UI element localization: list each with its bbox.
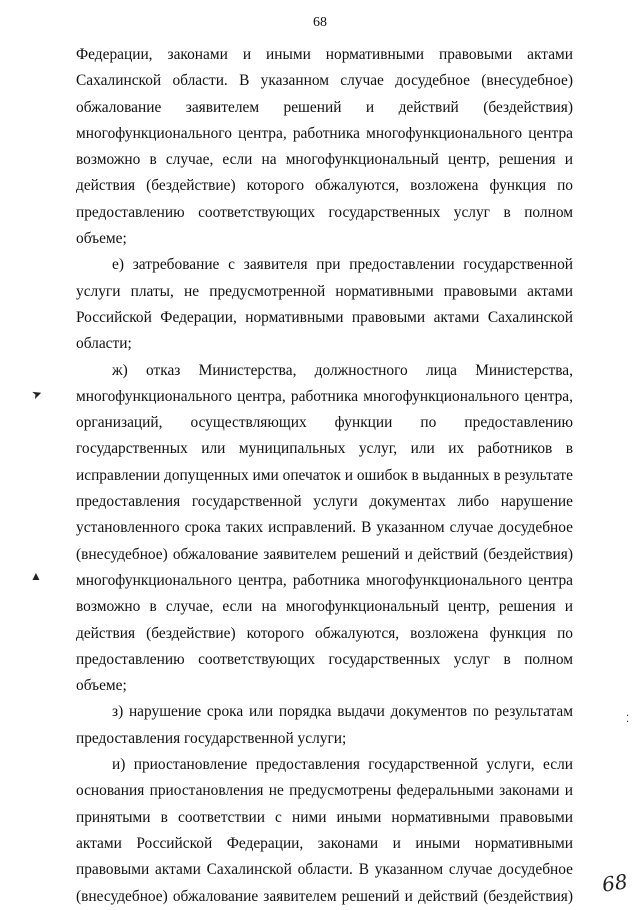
page-number: 68 <box>313 15 327 30</box>
document-body <box>76 42 573 910</box>
paragraph-continuation: Федерации, законами и иными нормативными правовыми актами Сахалинской области. В указанном случае досудебное (внесудебное) обжалование заявителем решений и действий (бездействия) многофункционального центра, работника многофункционального центра возможно в случае, если на многофункциональный центр, решения и действия (бездействие) которого обжалуются, возложена функция по предоставлению соответствующих государственных услуг в полном объеме; <box>76 46 573 248</box>
margin-mark-icon: ➤ <box>29 385 45 403</box>
paragraph-item-z: з) нарушение срока или порядка выдачи документов по результатам предоставления государственной услуги; <box>76 703 573 747</box>
paragraph-item-e: е) затребование с заявителя при предоставлении государственной услуги платы, не предусмотренной нормативными правовыми актами Российской Федерации, нормативными правовыми актами Сахалинской области; <box>76 256 573 353</box>
paragraph-item-i: и) приостановление предоставления государственной услуги, если основания приостановления не предусмотрены федеральными законами и принятыми в соответствии с ними иными нормативными правовыми актами Российской Федерации, законами и иными нормативными правовыми актами Сахалинской области. В указанном случае досудебное (внесудебное) обжалование заявителем решений и действий (бездействия) <box>76 756 573 905</box>
margin-mark-icon: ▲ <box>30 569 42 583</box>
margin-dots-icon: ⁚ <box>626 714 630 725</box>
paragraph-item-zh: ж) отказ Министерства, должностного лица Министерства, многофункционального центра, работника многофункционального центра, организаций, осуществляющих функции по предоставлению государственных или муниципальных услуг, или их работников в исправлении допущенных ими опечаток и ошибок в выданных в результате предоставления государственной услуги документах либо нарушение установленного срока таких исправлений. В указанном случае досудебное (внесудебное) обжалование заявителем решений и действий (бездействия) многофункционального центра, работника многофункционального центра возможно в случае, если на многофункциональный центр, решения и действия (бездействие) которого обжалуются, возложена функция по предоставлению соответствующих государственных услуг в полном объеме; <box>76 361 573 695</box>
handwritten-page-number: 68 <box>600 869 629 897</box>
